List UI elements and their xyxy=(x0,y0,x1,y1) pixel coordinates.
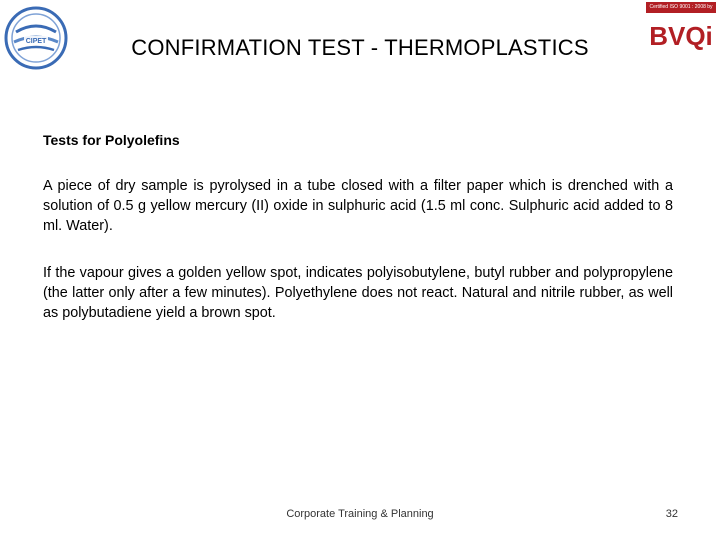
slide-title: CONFIRMATION TEST - THERMOPLASTICS xyxy=(131,35,589,60)
paragraph-pyrolysis-procedure: A piece of dry sample is pyrolysed in a tube closed with a filter paper which is drenched with a solution of 0.5 g yellow mercury (II) oxide in sulphuric acid (1.5 ml conc. Sulphuric acid added to 8 ml. Water). xyxy=(43,178,673,234)
footer-text: Corporate Training & Planning xyxy=(286,508,434,520)
certification-strip: Certified ISO 9001 : 2008 by xyxy=(646,2,716,13)
page-number: 32 xyxy=(665,508,678,520)
bvqi-brand-text: BVQi xyxy=(649,21,713,51)
cipet-logo-text: CIPET xyxy=(25,38,47,45)
paragraph-results: If the vapour gives a golden yellow spot, indicates polyisobutylene, butyl rubber and polypropylene (the latter only after a few minutes). Polyethylene does not react. Natural and nitrile rubber, as well as polybutadiene yield a brown spot. xyxy=(43,265,673,321)
section-subheading: Tests for Polyolefins xyxy=(43,132,180,148)
